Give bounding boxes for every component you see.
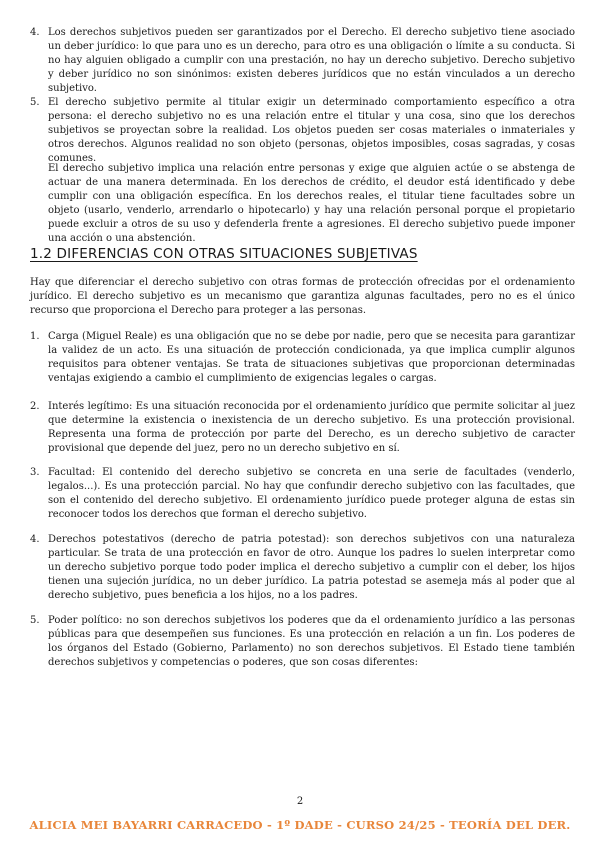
list-item-derechos-garantizados <box>30 26 575 96</box>
list-item-number: 2. <box>30 401 40 412</box>
list-item-comportamiento-especifico <box>30 96 575 166</box>
list-item-poder-politico <box>30 614 575 670</box>
section-heading: 1.2 DIFERENCIAS CON OTRAS SITUACIONES SUBJETIVAS <box>30 246 418 262</box>
page-number: 2 <box>296 796 304 807</box>
list-item-facultad <box>30 466 575 522</box>
list-item-text: Poder político: no son derechos subjetivos los poderes que da el ordenamiento jurídico a las personas públicas para que desempeñen sus funciones. Es una protección en relación a un fin. Los poderes de los órganos del Estado (Gobierno, Parlamento) no son derechos subjetivos. El Estado tiene también derechos subjetivos y competencias o poderes, que son cosas diferentes: <box>48 615 575 668</box>
list-item-carga <box>30 330 575 386</box>
list-item-number: 3. <box>30 467 40 478</box>
list-item-interes-legitimo <box>30 400 575 456</box>
section-intro: Hay que diferenciar el derecho subjetivo con otras formas de protección ofrecidas por el ordenamiento jurídico. El derecho subjetivo es un mecanismo que garantiza algunas facultades, pero no es el único recurso que proporciona el Derecho para proteger a las personas. <box>30 277 575 316</box>
list-item-number: 4. <box>30 27 40 38</box>
list-item-text: Los derechos subjetivos pueden ser garantizados por el Derecho. El derecho subjetivo tiene asociado un deber jurídico: lo que para uno es un derecho, para otro es una obligación o límite a su conducta. Si no hay alguien obligado a cumplir con una prestación, no hay un derecho subjetivo. Derecho subjetivo y deber jurídico no son sinónimos: existen deberes jurídicos que no están vinculados a un derecho subjetivo. <box>48 27 575 94</box>
list-item-text: Derechos potestativos (derecho de patria potestad): son derechos subjetivos con una naturaleza particular. Se trata de una protección en favor de otro. Aunque los padres lo suelen interpretar como un derecho subjetivo porque todo poder implica el derecho subjetivo a cumplir con el deber, los hijos tienen una sujeción jurídica, no un deber jurídico. La patria potestad se asemeja más al poder que al derecho subjetivo, pues beneficia a los hijos, no a los padres. <box>48 534 575 601</box>
list-item-number: 5. <box>30 615 40 626</box>
list-item-text: Interés legítimo: Es una situación reconocida por el ordenamiento jurídico que permite solicitar al juez que determine la existencia o inexistencia de un derecho subjetivo. Es una protección provisional. Representa una forma de protección por parte del Derecho, es un derecho subjetivo de caracter provisional que depende del juez, pero no un derecho subjetivo en sí. <box>48 401 575 454</box>
list-item-number: 4. <box>30 534 40 545</box>
list-item-number: 1. <box>30 331 40 342</box>
list-item-derechos-potestativos <box>30 533 575 603</box>
list-item-number: 5. <box>30 97 40 108</box>
page-footer: ALICIA MEI BAYARRI CARRACEDO - 1º DADE - CURSO 24/25 - TEORÍA DEL DER. <box>29 818 571 832</box>
paragraph-relacion-entre-personas: El derecho subjetivo implica una relación entre personas y exige que alguien actúe o se abstenga de actuar de una manera determinada. En los derechos de crédito, el deudor está identificado y debe cumplir con una obligación específica. En los derechos reales, el titular tiene facultades sobre un objeto (usarlo, venderlo, arrendarlo o hipotecarlo) y hay una relación personal porque el propietario puede excluir a otros de su uso y defenderla frente a agresiones. El derecho subjetivo puede imponer una acción o una abstención. <box>48 163 575 244</box>
list-item-text: El derecho subjetivo permite al titular exigir un determinado comportamiento específico a otra persona: el derecho subjetivo no es una relación entre el titular y una cosa, sino que los derechos subjetivos se proyectan sobre la realidad. Los objetos pueden ser cosas materiales o inmateriales y otros derechos. Algunos realidad no son objeto (personas, objetos imposibles, cosas sagradas, y cosas comunes. <box>48 97 575 164</box>
list-item-text: Carga (Miguel Reale) es una obligación que no se debe por nadie, pero que se necesita para garantizar la validez de un acto. Es una situación de protección condicionada, ya que implica cumplir algunos requisitos para obtener ventajas. Se trata de situaciones subjetivas que proporcionan determinadas ventajas exigiendo a cambio el cumplimiento de exigencias legales o cargas. <box>48 331 575 384</box>
list-item-text: Facultad: El contenido del derecho subjetivo se concreta en una serie de facultades (venderlo, legalos...). Es una protección parcial. No hay que confundir derecho subjetivo con las facultades, que son el contenido del derecho subjetivo. El ordenamiento jurídico puede proteger alguna de estas sin reconocer todos los derechos que forman el derecho subjetivo. <box>48 467 575 520</box>
